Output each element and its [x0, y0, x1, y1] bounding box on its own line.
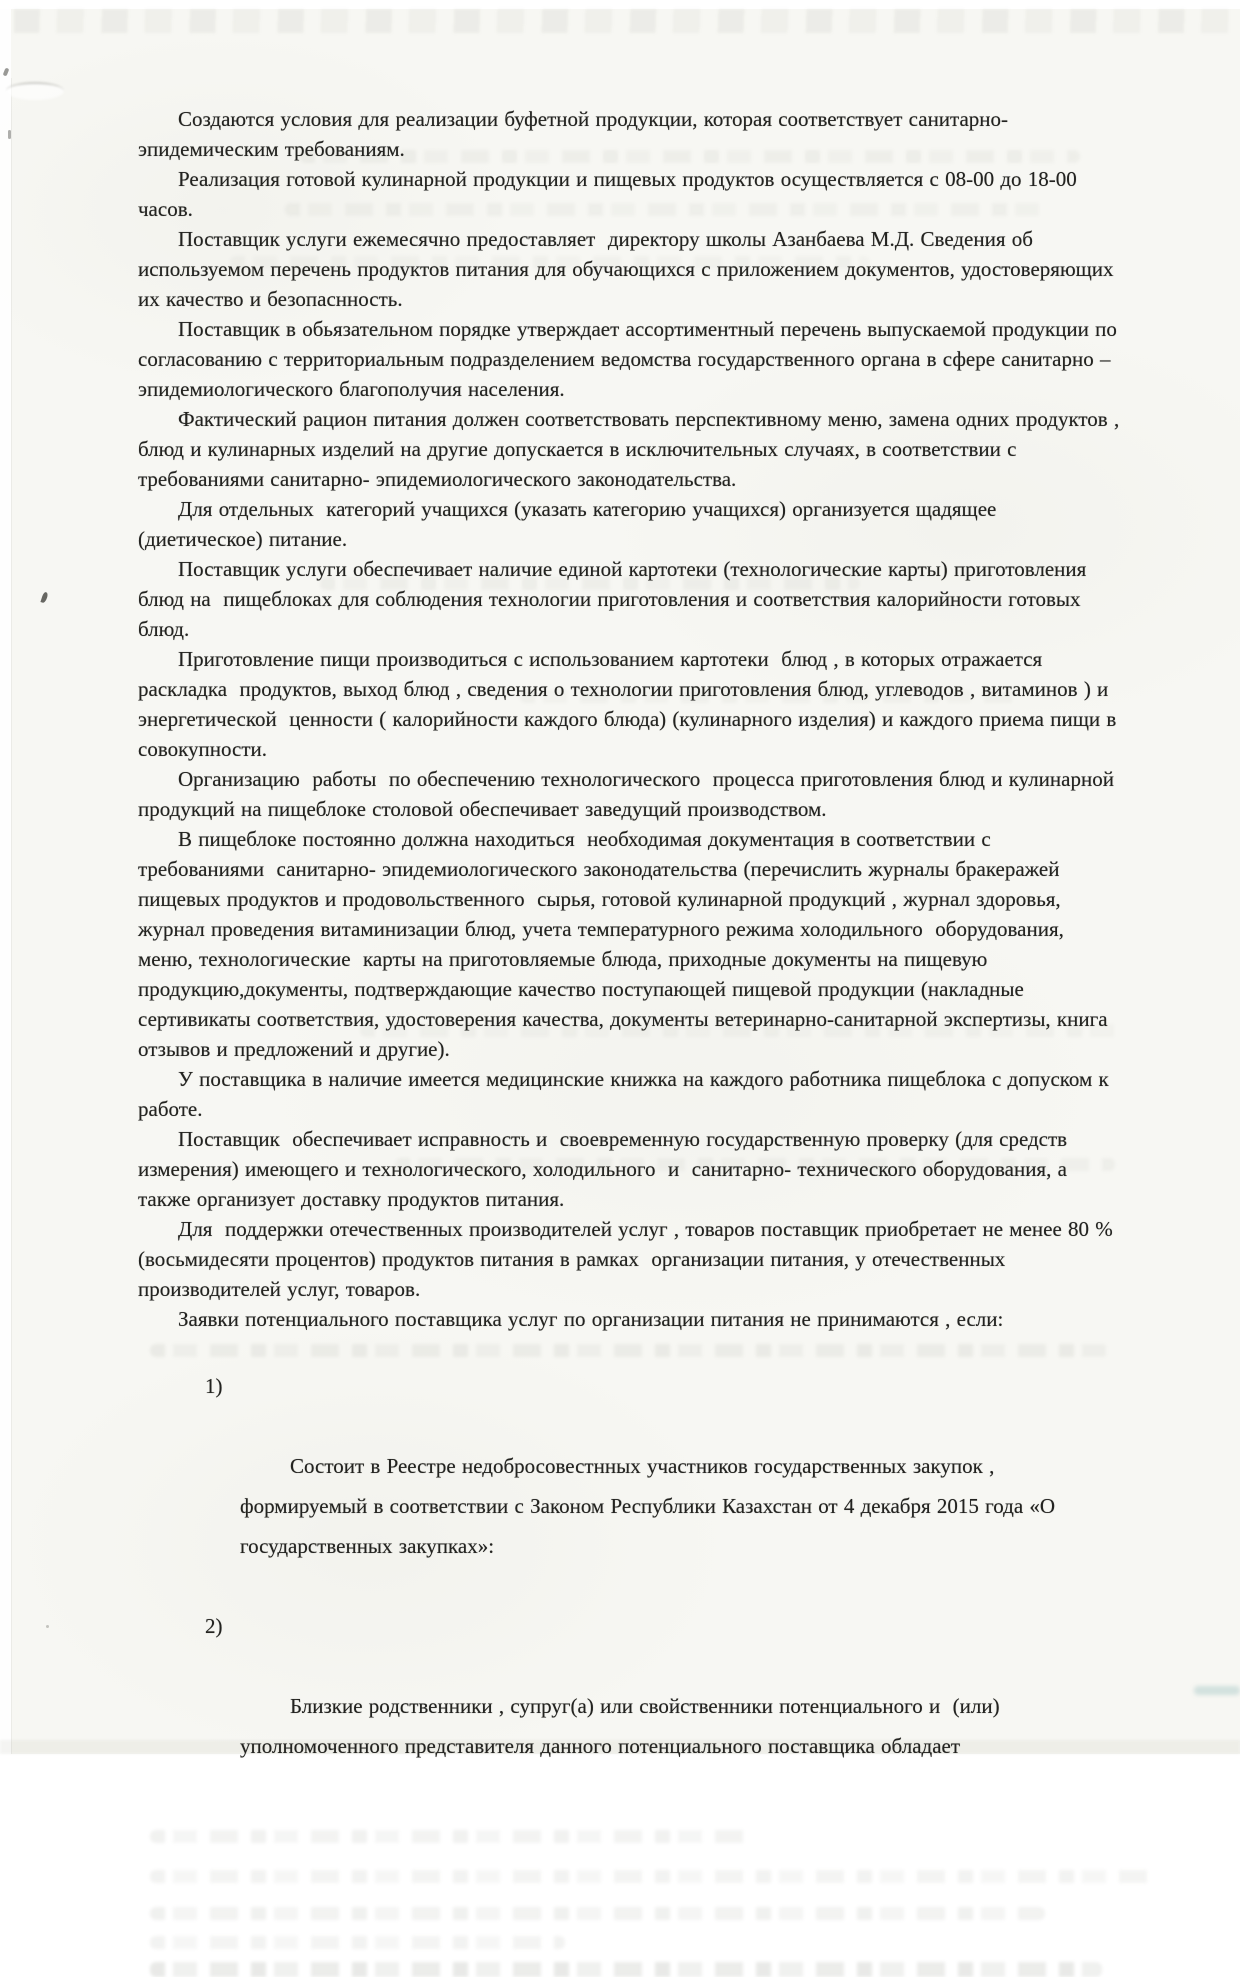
scan-speck — [40, 591, 48, 603]
list-item-text: Близкие родственники , супруг(а) или свойственники потенциального и (или) уполномоченного представителя данного потенциального поставщика обладает — [240, 1694, 1006, 1758]
paragraph-8: Приготовление пищи производиться с использованием картотеки блюд , в которых отражается раскладка продуктов, выход блюд , сведения о технологии приготовления блюд, углеводов , витаминов ) и энергетической ценности ( калорийности каждого блюда) (кулинарного изделия) и каждого приема пищи в совокупности. — [138, 647, 1123, 761]
paragraph-1: Создаются условия для реализации буфетной продукции, которая соответствует санитарно-эпидемическим требованиям. — [138, 107, 1009, 161]
bleed-through-line — [150, 1907, 1045, 1920]
scan-noise-band — [14, 9, 1236, 33]
bleed-through-block — [138, 1830, 1120, 1977]
document-body — [138, 104, 1127, 1977]
list-item-text: Состоит в Реестре недобросовестнных участников государственных закупок , формируемый в соответствии с Законом Республики Казахстан от 4 декабря 2015 года «О государственных закупках»: — [240, 1454, 1062, 1558]
paragraph-9: Организацию работы по обеспечению технологического процесса приготовления блюд и кулинарной продукций на пищеблоке столовой обеспечивает заведущий производством. — [138, 767, 1127, 821]
bleed-through-line — [150, 1962, 1102, 1977]
list-marker: 2) — [205, 1614, 223, 1638]
paragraph-10: В пищеблоке постоянно должна находиться необходимая документация в соответствии с требованиями санитарно- эпидемиологического законодательства (перечислить журналы бракеражей пищевых продуктов и продовольственного сырья, готовой кулинарной продукций , журнал здоровья, журнал проведения витаминизации блюд, учета температурного режима холодильного оборудования, меню, технологические карты на приготовляемые блюда, приходные документы на пищевую продукцию,документы, подтверждающие качество поступающей пищевой продукции (накладные сертивикаты соответствия, удостоверения качества, документы ветеринарно-санитарной экспертизы, книга отзывов и предложений и другие). — [138, 827, 1114, 1061]
list-item-2 — [138, 1606, 1120, 1806]
bleed-through-line — [150, 1936, 565, 1949]
paragraph-5: Фактический рацион питания должен соответствовать перспективному меню, замена одних продуктов , блюд и кулинарных изделий на другие допускается в исключительных случаях, в соответствии с требованиями санитарно- эпидемиологического законодательства. — [138, 407, 1126, 491]
scan-speck — [8, 130, 11, 139]
paragraph-13: Для поддержки отечественных производителей услуг , товаров поставщик приобретает не менее 80 % (восьмидесяти процентов) продуктов питания в рамках организации питания, у отечественных производителей услуг, товаров. — [138, 1217, 1120, 1301]
bleed-through-line — [150, 1870, 1155, 1883]
paragraph-12: Поставщик обеспечивает исправность и своевременную государственную проверку (для средств измерения) имеющего и технологического, холодильного и санитарно- технического оборудования, а также организует доставку продуктов питания. — [138, 1127, 1074, 1211]
paragraph-4: Поставщик в обьязательном порядке утверждает ассортиментный перечень выпускаемой продукции по согласованию с территориальным подразделением ведомства государственного органа в сфере санитарно – эпидемиологического благополучия населения. — [138, 317, 1124, 401]
paragraph-6: Для отдельных категорий учащихся (указать категорию учащихся) организуется щадящее (диетическое) питание. — [138, 497, 1003, 551]
scan-smudge — [6, 82, 64, 100]
numbered-list — [138, 1366, 1120, 1806]
bleed-through-line — [150, 1830, 750, 1843]
bleed-through-line — [150, 1344, 1108, 1357]
scan-edge-left — [0, 0, 11, 1754]
scan-edge-top — [0, 0, 1240, 9]
paragraph-3: Поставщик услуги ежемесячно предоставляет директору школы Азанбаева М.Д. Сведения об используемом перечень продуктов питания для обучающихся с приложением документов, удостоверяющих их качество и безопаснность. — [138, 227, 1127, 311]
list-marker: 1) — [205, 1374, 223, 1398]
list-item-1 — [138, 1366, 1120, 1606]
paragraph-2: Реализация готовой кулинарной продукции и пищевых продуктов осуществляется с 08-00 до 18-00 часов. — [138, 167, 1084, 221]
scan-color-artifact — [1194, 1686, 1240, 1695]
paragraph-11: У поставщика в наличие имеется медицинские книжка на каждого работника пищеблока с допуском к работе. — [138, 1067, 1116, 1121]
scan-edge-shadow — [11, 78, 12, 1754]
paragraph-7: Поставщик услуги обеспечивает наличие единой картотеки (технологические карты) приготовления блюд на пищеблоках для соблюдения технологии приготовления и соответствия калорийности готовых блюд. — [138, 557, 1093, 641]
scan-speck — [46, 1625, 49, 1628]
paragraph-14: Заявки потенциального поставщика услуг по организации питания не принимаются , если: — [178, 1307, 1004, 1331]
